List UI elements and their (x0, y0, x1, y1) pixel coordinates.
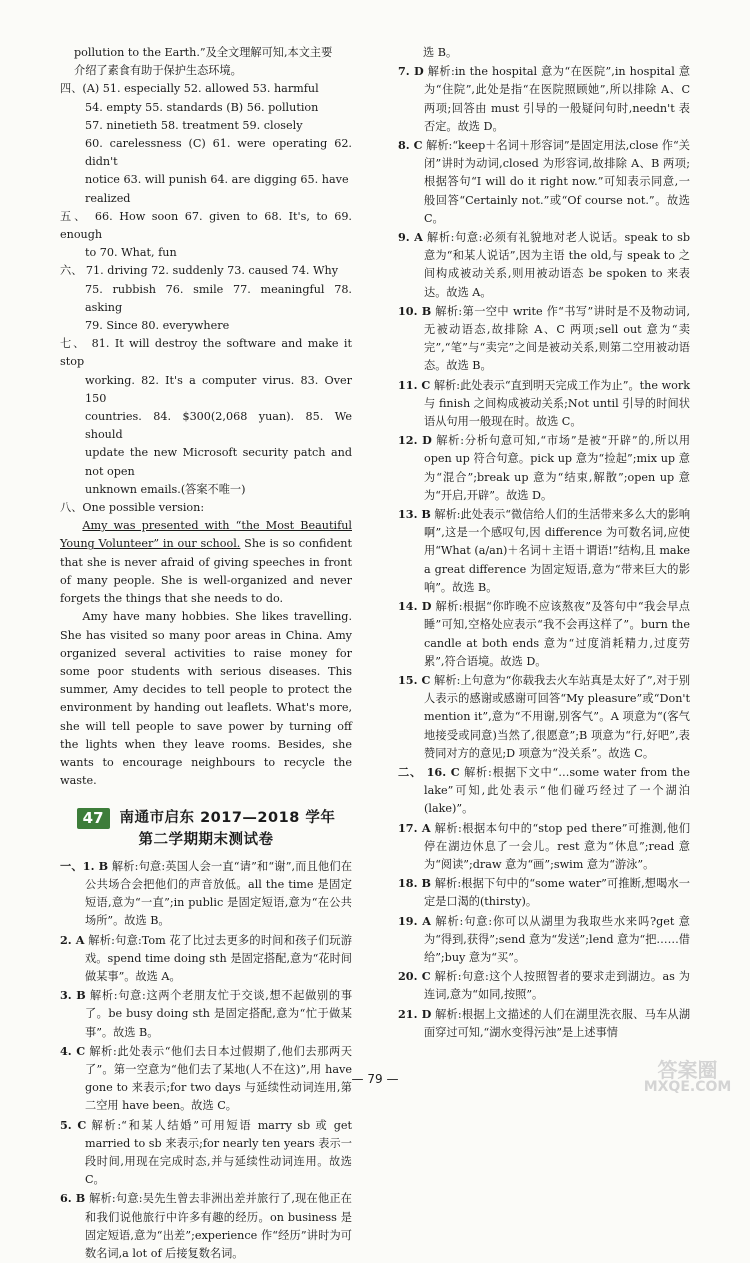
question-answer: 2. A (60, 932, 85, 947)
explanation-item (398, 62, 690, 136)
watermark-text: 答案圈 (657, 1058, 718, 1082)
essay-paragraph-1 (60, 517, 352, 608)
page-number: — 79 — (351, 1072, 399, 1086)
answer-line: 79. Since 80. everywhere (85, 319, 230, 333)
explanation-text: 解析:句意:吴先生曾去非洲出差并旅行了,现在他正在和我们说他旅行中许多有趣的经历。on business 是固定短语,意为“出差”;experience 作“经历”讲时为可数名词,a lot of 后接复数名词。 (85, 1192, 352, 1260)
answer-block-six (60, 262, 352, 335)
section-header (60, 808, 352, 828)
explanation-text: 解析:句意:必须有礼貌地对老人说话。speak to sb 意为“和某人说话”,因为主语 the old,与 speak to 之间构成被动关系,则用被动语态 be spoken to 来表达。故选 A。 (424, 231, 690, 299)
explanation-item (398, 819, 690, 875)
explanation-text: 解析:根据上文描述的人们在湖里洗衣服、马车从湖面穿过可知,“湖水变得污浊”是上述事情 (424, 1007, 691, 1039)
question-answer: 14. D (398, 599, 432, 614)
essay-underlined-sentence: Amy was presented with “the Most Beautiful Young Volunteer” in our school. (60, 519, 352, 551)
question-answer: 6. B (60, 1191, 86, 1206)
answer-line: 75. rubbish 76. smile 77. meaningful 78. asking (85, 282, 352, 314)
question-answer: 一、1. B (60, 858, 109, 873)
answer-line: notice 63. will punish 64. are digging 65. have (85, 173, 349, 187)
question-answer: 17. A (398, 820, 431, 835)
answer-block-four (60, 80, 352, 207)
intro-line: 介绍了素食有助于保护生态环境。 (74, 64, 242, 78)
section-number-badge: 47 (77, 808, 110, 828)
question-answer: 20. C (398, 969, 431, 984)
intro-line: pollution to the Earth.”及全文理解可知,本文主要 (74, 46, 333, 59)
explanation-text: 解析:in the hospital 意为“在医院”,in hospital 意为“住院”,此处是指“在医院照顾她”,所以排除 A、C 两项;回答由 must 引导的一般疑问句时,needn't 表否定。故选 D。 (424, 65, 691, 133)
explanation-text: 解析:句意:Tom 花了比过去更多的时间和孩子们玩游戏。spend time doing sth 是固定搭配,意为“花时间做某事”。故选 A。 (85, 933, 352, 983)
answer-line: realized (85, 191, 131, 205)
explanation-item (398, 431, 690, 505)
answer-line: 60. carelessness (C) 61. were operating 62. didn't (85, 137, 352, 169)
explanation-item (398, 763, 690, 819)
explanation-text: 解析:句意:英国人会一直“请”和“谢”,而且他们在公共场合会把他们的声音放低。all the time 是固定短语,意为“一直”;in public 是固定短语,意为“在公共场所”。故选 B。 (85, 859, 353, 928)
answer-line: update the new Microsoft security patch and not open (85, 446, 352, 478)
explanation-item (398, 228, 690, 302)
answer-line: 57. ninetieth 58. treatment 59. closely (85, 118, 303, 132)
explanation-text: 解析:句意:这两个老朋友忙于交谈,想不起做别的事了。be busy doing sth 是固定搭配,意为“忙于做某事”。故选 B。 (85, 989, 353, 1039)
answer-line: countries. 84. $300(2,068 yuan). 85. We should (85, 410, 352, 442)
answer-line: 六、 71. driving 72. suddenly 73. caused 74. Why (60, 264, 339, 278)
answer-block-five (60, 208, 352, 263)
question-answer: 10. B (398, 303, 432, 318)
answer-explanations-left (60, 857, 352, 1263)
right-column (398, 44, 690, 1042)
question-answer: 4. C (60, 1043, 86, 1058)
explanation-item (398, 967, 690, 1004)
explanation-text: 解析:此处表示“他们去日本过假期了,他们去那两天了”。第一空意为“他们去了某地(人不在这)”,用 have gone to 来表示;for two days 与延续性动词连用,第二空用 have been。故选 C。 (85, 1044, 353, 1113)
question-answer: 二、 16. C (398, 764, 460, 779)
explanation-item (398, 302, 690, 376)
explanation-text: 解析:句意:这个人按照智者的要求走到湖边。as 为连词,意为“如同,按照”。 (424, 970, 690, 1002)
section-title: 南通市启东 2017—2018 学年 (119, 810, 336, 827)
explanation-item (398, 671, 690, 763)
answer-explanations-right (398, 62, 690, 1042)
question-answer: 7. D (398, 64, 424, 79)
question-answer: 19. A (398, 913, 431, 928)
explanation-item (398, 874, 690, 911)
explanation-item (60, 857, 352, 931)
explanation-item (60, 1189, 352, 1263)
intro-text (60, 44, 352, 80)
explanation-text: 解析:根据“你昨晚不应该熬夜”及答句中“我会早点睡”可知,空格处应表示“我不会再这样了”。burn the candle at both ends 意为“过度消耗精力,过度劳累”,符合语境。故选 D。 (424, 600, 690, 668)
explanation-text: 解析:根据下文中“…some water from the lake”可知,此处表示“他们碰巧经过了一个湖泊(lake)”。 (424, 765, 690, 816)
continued-line: 选 B。 (423, 46, 458, 59)
explanation-text: 解析:根据本句中的“stop ped there”可推测,他们停在湖边休息了一会儿。rest 意为“休息”;read 意为“阅读”;draw 意为“画”;swim 意为“游泳”。 (424, 821, 691, 871)
watermark-logo (640, 1058, 735, 1104)
explanation-item (398, 912, 690, 968)
explanation-text: 解析:此处表示“直到明天完成工作为止”。the work 与 finish 之间构成被动关系;Not until 引导的时间状语从句用一般现在时。故选 C。 (424, 378, 691, 429)
answer-line: to 70. What, fun (85, 246, 177, 260)
question-answer: 3. B (60, 988, 86, 1003)
answer-block-seven (60, 335, 352, 499)
explanation-text: 解析:第一空中 write 作“书写”讲时是不及物动词,无被动语态,故排除 A、C 两项;sell out 意为“卖完”,“笔”与“卖完”之间是被动关系,则第二空用被动语态。故选 B。 (424, 304, 690, 373)
answer-line: 54. empty 55. standards (B) 56. pollution (85, 100, 319, 114)
explanation-item (60, 931, 352, 987)
section-subtitle: 第二学期期末测试卷 (138, 831, 274, 848)
explanation-text: 解析:根据下句中的“some water”可推断,想喝水一定是口渴的(thirsty)。 (424, 877, 690, 909)
question-answer: 5. C (60, 1117, 87, 1132)
answer-line: 四、(A) 51. especially 52. allowed 53. harmful (60, 82, 319, 96)
explanation-item (60, 1116, 352, 1190)
question-answer: 12. D (398, 433, 432, 448)
question-answer: 11. C (398, 377, 431, 392)
explanation-item (398, 597, 690, 671)
explanation-text: 解析:“keep＋名词＋形容词”是固定用法,close 作“关闭”讲时为动词,closed 为形容词,故排除 A、B 两项;根据答句“I will do it right now.”可知表示同意,一般回答“Certainly not.”或“Of course not.”。故选 C。 (424, 139, 690, 225)
explanation-item (398, 1005, 690, 1042)
answer-line: 七、 81. It will destroy the software and make it stop (60, 337, 352, 369)
explanation-text: 解析:此处表示“微信给人们的生活带来多么大的影响啊”,这是一个感叹句,因 difference 为可数名词,应使用“What (a/an)＋名词＋主语＋谓语!”结构,且 make a great difference 为固定短语,意为“带来巨大的影响”。故选 B。 (424, 508, 691, 594)
explanation-text: 解析:上句意为“你载我去火车站真是太好了”,对于别人表示的感谢或感谢可回答“My pleasure”或“Don't mention it”,意为“不用谢,别客气”。A 项意为“(客气地接受或同意)当然了,很愿意”;B 项意为“行,好吧”,表赞同对方的意见;D 项意为“没关系”。故选 C。 (424, 673, 691, 760)
answer-line: working. 82. It's a computer virus. 83. Over 150 (85, 373, 352, 405)
explanation-item (398, 136, 690, 228)
question-answer: 13. B (398, 507, 431, 522)
version-label: 八、One possible version: (60, 501, 205, 515)
explanation-text: 解析:“和某人结婚”可用短语 marry sb 或 get married to sb 来表示;for nearly ten years 表示一段时间,用现在完成时态,并与延续性动词连用。故选 C。 (85, 1118, 352, 1187)
essay-text: She is so confident that she is never afraid of giving speeches in front of many people. She is well-organized and never forgets the things that she needs to do. (60, 537, 352, 606)
question-answer: 8. C (398, 138, 423, 153)
question-answer: 15. C (398, 672, 431, 687)
answer-line: 五、 66. How soon 67. given to 68. It's, to 69. enough (60, 209, 352, 242)
explanation-item (398, 376, 690, 432)
explanation-text: 解析:句意:你可以从湖里为我取些水来吗?get 意为“得到,获得”;send 意为“发送”;lend 意为“把……借给”;buy 意为“买”。 (424, 914, 690, 964)
explanation-item (60, 986, 352, 1042)
question-answer: 21. D (398, 1006, 432, 1021)
essay-paragraph-2: Amy have many hobbies. She likes travelling. She has visited so many poor areas in China. Amy organized several activities to raise money for some poor students with serious diseases. This summer, Amy decides to tell people to protect the environment by handing out leaflets. What's more, she will tell people to save power by turning off the lights when they leave rooms. Besides, she wants to encourage neighbours to recycle the waste. (60, 610, 352, 788)
explanation-item (398, 505, 690, 597)
question-answer: 9. A (398, 230, 423, 245)
answer-line: unknown emails.(答案不唯一) (85, 482, 246, 496)
watermark-url: MXQE.COM (643, 1079, 732, 1095)
question-answer: 18. B (398, 876, 431, 891)
explanation-text: 解析:分析句意可知,“市场”是被“开辟”的,所以用 open up 符合句意。pick up 意为“捡起”;mix up 意为“混合”;break up 意为“结束,解散”;open up 意为“开启,开辟”。故选 D。 (424, 434, 691, 502)
